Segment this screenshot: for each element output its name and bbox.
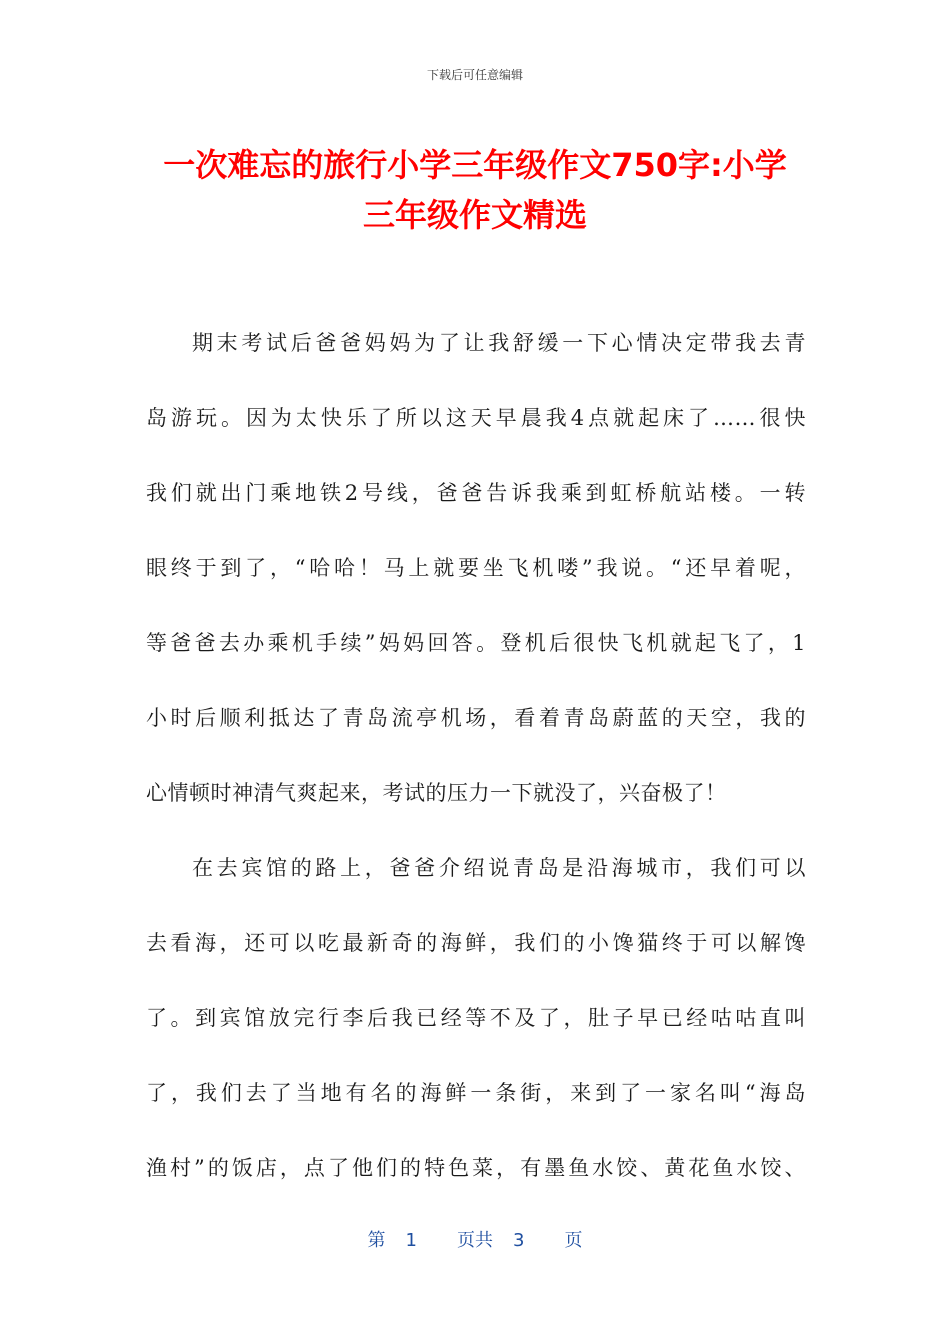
- paragraph-1-line-2: 岛游玩。因为太快乐了所以这天早晨我4点就起床了……很快: [146, 406, 806, 430]
- title-line-1: 一次难忘的旅行小学三年级作文750字:小学: [163, 146, 787, 184]
- paragraph-2-line-4: 了，我们去了当地有名的海鲜一条街，来到了一家名叫“海岛: [146, 1081, 806, 1105]
- paragraph-2-line-3: 了。到宾馆放完行李后我已经等不及了，肚子早已经咕咕直叫: [146, 1006, 806, 1030]
- paragraph-1-line-7: 心情顿时神清气爽起来，考试的压力一下就没了，兴奋极了！: [146, 781, 727, 805]
- paragraph-1-line-1: 期末考试后爸爸妈妈为了让我舒缓一下心情决定带我去青: [192, 331, 806, 355]
- paragraph-2-line-5: 渔村”的饭店，点了他们的特色菜，有墨鱼水饺、黄花鱼水饺、: [146, 1156, 806, 1180]
- footer-page-number: 1: [405, 1230, 417, 1251]
- title-line-2: 三年级作文精选: [362, 196, 587, 234]
- footer-mid-label: 页共: [457, 1230, 493, 1251]
- page-footer: [0, 1226, 950, 1252]
- paragraph-2-line-2: 去看海，还可以吃最新奇的海鲜，我们的小馋猫终于可以解馋: [146, 931, 806, 955]
- paragraph-1-line-4: 眼终于到了，“哈哈！马上就要坐飞机喽”我说。“还早着呢，: [146, 556, 806, 580]
- header-note: 下载后可任意编辑: [426, 68, 523, 82]
- footer-total-pages: 3: [513, 1230, 525, 1251]
- paragraph-1-line-3: 我们就出门乘地铁2号线，爸爸告诉我乘到虹桥航站楼。一转: [146, 481, 806, 505]
- paragraph-1-line-6: 小时后顺利抵达了青岛流亭机场，看着青岛蔚蓝的天空，我的: [146, 706, 806, 730]
- document-body: [146, 319, 806, 1219]
- paragraph-2-line-1: 在去宾馆的路上，爸爸介绍说青岛是沿海城市，我们可以: [192, 856, 806, 880]
- footer-page-label: 第: [367, 1230, 386, 1251]
- paragraph-1-line-5: 等爸爸去办乘机手续”妈妈回答。登机后很快飞机就起飞了，1: [146, 631, 806, 655]
- footer-end-label: 页: [564, 1230, 583, 1251]
- document-title: [140, 140, 810, 240]
